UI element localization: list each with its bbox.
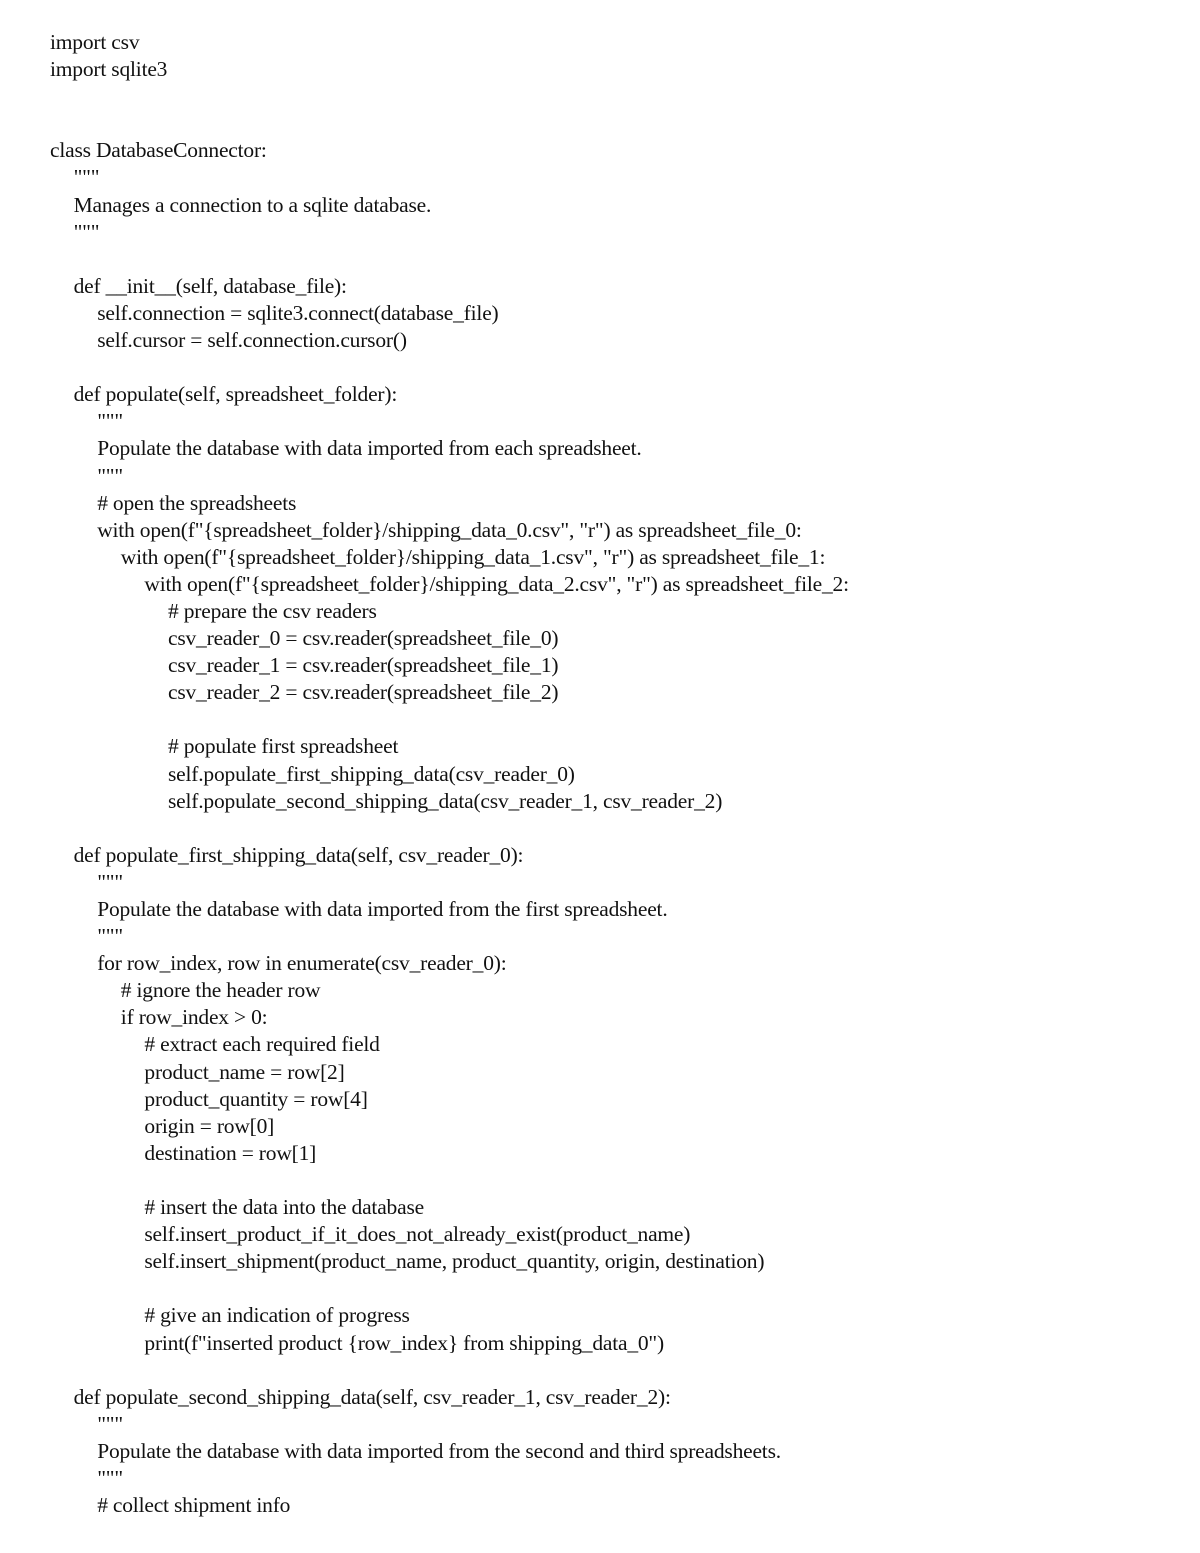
code-line: def __init__(self, database_file):: [73, 273, 347, 298]
code-line: product_name = row[2]: [144, 1059, 345, 1084]
code-line: self.cursor = self.connection.cursor(): [97, 328, 407, 353]
code-line: # prepare the csv readers: [168, 598, 377, 623]
code-line: self.insert_product_if_it_does_not_already_exist(product_name): [144, 1222, 691, 1247]
code-line: # collect shipment info: [97, 1493, 291, 1518]
code-line: # extract each required field: [144, 1032, 380, 1057]
code-line: if row_index > 0:: [120, 1005, 268, 1030]
code-line: [50, 354, 1170, 381]
code-line: origin = row[0]: [144, 1113, 275, 1138]
code-line: self.connection = sqlite3.connect(database_file): [97, 300, 499, 325]
code-line: # populate first spreadsheet: [168, 734, 399, 759]
code-line: [50, 815, 1170, 842]
code-line: import sqlite3: [50, 57, 168, 82]
code-line: with open(f"{spreadsheet_folder}/shipping_data_2.csv", "r") as spreadsheet_file_2:: [144, 571, 849, 596]
code-line: # open the spreadsheets: [97, 490, 297, 515]
code-line: print(f"inserted product {row_index} from shipping_data_0"): [144, 1330, 664, 1355]
code-line: [50, 110, 1170, 137]
code-line: destination = row[1]: [144, 1140, 317, 1165]
code-line: [50, 1167, 1170, 1194]
code-line: self.populate_first_shipping_data(csv_reader_0): [168, 761, 575, 786]
code-line: [50, 83, 1170, 110]
code-line: with open(f"{spreadsheet_folder}/shipping_data_1.csv", "r") as spreadsheet_file_1:: [120, 544, 826, 569]
code-line: def populate(self, spreadsheet_folder):: [73, 382, 398, 407]
code-line: # insert the data into the database: [144, 1195, 424, 1220]
code-line: # give an indication of progress: [144, 1303, 410, 1328]
code-line: """: [97, 409, 123, 434]
code-line: [50, 246, 1170, 273]
code-line: def populate_first_shipping_data(self, csv_reader_0):: [73, 842, 524, 867]
code-line: Populate the database with data imported from each spreadsheet.: [97, 436, 642, 461]
code-line: Manages a connection to a sqlite database.: [73, 192, 432, 217]
code-line: self.populate_second_shipping_data(csv_reader_1, csv_reader_2): [168, 788, 723, 813]
code-line: for row_index, row in enumerate(csv_reader_0):: [97, 951, 507, 976]
code-line: """: [97, 869, 123, 894]
code-line: csv_reader_1 = csv.reader(spreadsheet_file_1): [168, 653, 559, 678]
code-line: """: [97, 463, 123, 488]
code-line: Populate the database with data imported from the first spreadsheet.: [97, 897, 668, 921]
code-line: [50, 706, 1170, 733]
code-line: self.insert_shipment(product_name, product_quantity, origin, destination): [144, 1249, 765, 1274]
code-line: """: [97, 1465, 123, 1490]
code-line: class DatabaseConnector:: [50, 138, 267, 163]
code-line: import csv: [50, 30, 140, 54]
code-line: Populate the database with data imported from the second and third spreadsheets.: [97, 1438, 781, 1463]
code-line: def populate_second_shipping_data(self, csv_reader_1, csv_reader_2):: [73, 1384, 671, 1409]
code-line: csv_reader_2 = csv.reader(spreadsheet_file_2): [168, 680, 559, 705]
code-line: product_quantity = row[4]: [144, 1086, 368, 1111]
code-line: """: [73, 165, 100, 190]
code-line: csv_reader_0 = csv.reader(spreadsheet_file_0): [168, 626, 559, 651]
code-line: # ignore the header row: [120, 978, 321, 1003]
code-line: [50, 1357, 1170, 1384]
code-document: [50, 29, 1170, 1519]
code-line: """: [97, 1411, 123, 1436]
code-line: """: [73, 219, 100, 244]
code-line: """: [97, 924, 123, 949]
code-line: with open(f"{spreadsheet_folder}/shipping_data_0.csv", "r") as spreadsheet_file_0:: [97, 517, 802, 542]
code-line: [50, 1275, 1170, 1302]
